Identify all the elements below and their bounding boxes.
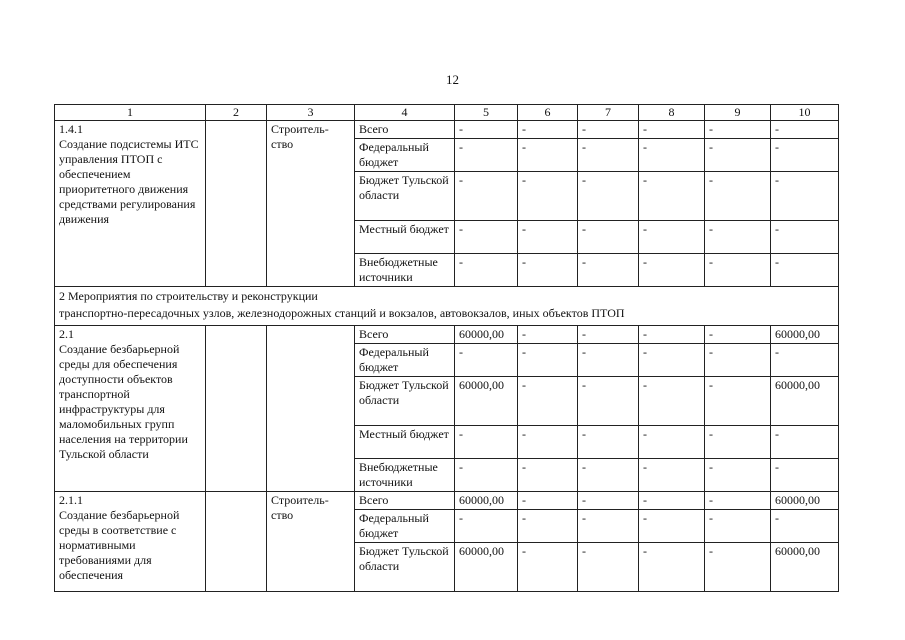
funding-source-cell: Внебюджетные источники	[355, 459, 455, 492]
value-cell: -	[455, 139, 518, 172]
table-row	[55, 492, 839, 510]
value-cell: -	[639, 254, 705, 287]
value-cell: -	[771, 459, 839, 492]
value-cell: -	[705, 344, 771, 377]
value-cell: -	[771, 344, 839, 377]
column-2-cell	[206, 326, 267, 492]
value-cell: -	[455, 254, 518, 287]
funding-source-cell: Всего	[355, 121, 455, 139]
value-cell: -	[518, 459, 578, 492]
value-cell: -	[578, 459, 639, 492]
value-cell: -	[639, 377, 705, 426]
executor-cell: Строитель-ство	[267, 492, 355, 592]
value-cell: -	[771, 426, 839, 459]
value-cell: -	[639, 510, 705, 543]
value-cell: -	[705, 426, 771, 459]
value-cell: -	[518, 326, 578, 344]
table-row	[55, 326, 839, 344]
value-cell: -	[455, 426, 518, 459]
value-cell: -	[578, 344, 639, 377]
value-cell: -	[518, 426, 578, 459]
value-cell: -	[455, 121, 518, 139]
table-body	[55, 121, 839, 592]
value-cell: -	[639, 426, 705, 459]
section-title-line-2: транспортно-пересадочных узлов, железнодорожных станций и вокзалов, автовокзалов, иных объектов ПТОП	[59, 306, 625, 320]
header-cell: 1	[55, 105, 206, 121]
funding-source-cell: Внебюджетные источники	[355, 254, 455, 287]
header-cell: 5	[455, 105, 518, 121]
measure-code: 1.4.1	[59, 122, 83, 136]
funding-source-cell: Федеральный бюджет	[355, 139, 455, 172]
header-cell: 7	[578, 105, 639, 121]
measure-name: Создание безбарьерной среды для обеспечения доступности объектов транспортной инфраструктуры для маломобильных групп населения на территории Тульской области	[59, 342, 188, 461]
value-cell: -	[705, 459, 771, 492]
value-cell: -	[578, 510, 639, 543]
value-cell: -	[771, 221, 839, 254]
value-cell: -	[639, 221, 705, 254]
value-cell: -	[705, 377, 771, 426]
value-cell: -	[639, 344, 705, 377]
header-cell: 6	[518, 105, 578, 121]
funding-source-cell: Всего	[355, 492, 455, 510]
value-cell: 60000,00	[771, 326, 839, 344]
value-cell: -	[639, 543, 705, 592]
value-cell: 60000,00	[455, 377, 518, 426]
section-title	[55, 287, 839, 326]
funding-source-cell: Местный бюджет	[355, 221, 455, 254]
measure-name: Создание подсистемы ИТС управления ПТОП с обеспечением приоритетного движения средствами регулирования движения	[59, 137, 199, 226]
header-cell: 10	[771, 105, 839, 121]
value-cell: -	[578, 221, 639, 254]
value-cell: -	[639, 492, 705, 510]
value-cell: -	[771, 172, 839, 221]
value-cell: -	[518, 543, 578, 592]
value-cell: -	[639, 326, 705, 344]
value-cell: -	[578, 121, 639, 139]
section-title-line-1: 2 Мероприятия по строительству и реконструкции	[59, 289, 318, 303]
section-row	[55, 287, 839, 326]
measure-name-cell	[55, 121, 206, 287]
header-cell: 9	[705, 105, 771, 121]
header-cell: 2	[206, 105, 267, 121]
value-cell: -	[518, 510, 578, 543]
value-cell: 60000,00	[771, 543, 839, 592]
value-cell: -	[639, 139, 705, 172]
value-cell: 60000,00	[455, 326, 518, 344]
value-cell: -	[639, 121, 705, 139]
value-cell: -	[578, 172, 639, 221]
funding-source-cell: Бюджет Тульской области	[355, 377, 455, 426]
funding-source-cell: Всего	[355, 326, 455, 344]
value-cell: -	[578, 377, 639, 426]
value-cell: -	[455, 510, 518, 543]
value-cell: -	[771, 121, 839, 139]
value-cell: -	[578, 139, 639, 172]
value-cell: -	[518, 221, 578, 254]
value-cell: -	[639, 172, 705, 221]
value-cell: -	[705, 172, 771, 221]
value-cell: -	[705, 254, 771, 287]
funding-source-cell: Местный бюджет	[355, 426, 455, 459]
header-cell: 8	[639, 105, 705, 121]
value-cell: 60000,00	[771, 492, 839, 510]
value-cell: -	[705, 492, 771, 510]
funding-source-cell: Федеральный бюджет	[355, 510, 455, 543]
column-2-cell	[206, 492, 267, 592]
header-cell: 4	[355, 105, 455, 121]
value-cell: -	[771, 510, 839, 543]
measure-name-cell	[55, 492, 206, 592]
value-cell: -	[455, 344, 518, 377]
header-cell: 3	[267, 105, 355, 121]
executor-cell	[267, 326, 355, 492]
value-cell: -	[455, 459, 518, 492]
column-2-cell	[206, 121, 267, 287]
value-cell: -	[578, 492, 639, 510]
value-cell: -	[771, 139, 839, 172]
value-cell: -	[771, 254, 839, 287]
funding-source-cell: Бюджет Тульской области	[355, 543, 455, 592]
value-cell: 60000,00	[455, 543, 518, 592]
value-cell: -	[518, 121, 578, 139]
value-cell: -	[518, 254, 578, 287]
funding-source-cell: Федеральный бюджет	[355, 344, 455, 377]
value-cell: 60000,00	[455, 492, 518, 510]
header-row	[55, 105, 839, 121]
funding-source-cell: Бюджет Тульской области	[355, 172, 455, 221]
value-cell: -	[705, 326, 771, 344]
executor-cell: Строитель-ство	[267, 121, 355, 287]
value-cell: -	[455, 221, 518, 254]
value-cell: -	[518, 492, 578, 510]
value-cell: -	[518, 139, 578, 172]
value-cell: -	[705, 121, 771, 139]
value-cell: -	[705, 543, 771, 592]
value-cell: -	[578, 326, 639, 344]
measure-name-cell	[55, 326, 206, 492]
budget-table	[54, 104, 839, 592]
measure-code: 2.1.1	[59, 493, 83, 507]
value-cell: -	[518, 172, 578, 221]
measure-name: Создание безбарьерной среды в соответствие с нормативными требованиями для обеспечения	[59, 508, 180, 582]
value-cell: -	[578, 426, 639, 459]
value-cell: -	[455, 172, 518, 221]
value-cell: -	[518, 344, 578, 377]
value-cell: -	[578, 254, 639, 287]
value-cell: -	[518, 377, 578, 426]
value-cell: -	[705, 221, 771, 254]
value-cell: 60000,00	[771, 377, 839, 426]
value-cell: -	[639, 459, 705, 492]
page-number: 12	[446, 72, 459, 87]
measure-code: 2.1	[59, 327, 74, 341]
table-row	[55, 121, 839, 139]
value-cell: -	[578, 543, 639, 592]
value-cell: -	[705, 510, 771, 543]
value-cell: -	[705, 139, 771, 172]
